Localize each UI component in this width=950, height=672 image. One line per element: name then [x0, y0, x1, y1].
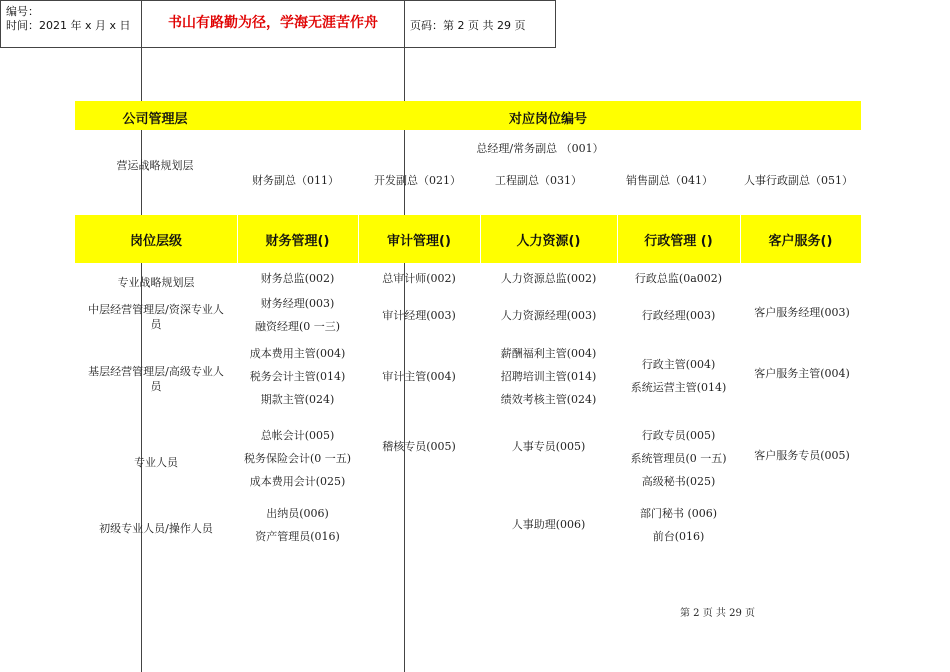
service-position: 客户服务经理(003) [754, 306, 850, 319]
audit-position: 稽核专员(005) [382, 440, 456, 453]
level-3: 基层经营管理层/高级专业人员 [88, 365, 224, 393]
finance-position: 期款主管(024) [260, 393, 335, 406]
vp-development: 开发副总（021） [374, 174, 461, 187]
hr-position: 薪酬福利主管(004) [500, 347, 597, 360]
document-header [0, 0, 556, 48]
admin-position: 行政专员(005) [641, 429, 716, 442]
finance-position: 总帐会计(005) [260, 429, 335, 442]
vp-hr-admin: 人事行政副总（051） [744, 174, 853, 187]
admin-position: 前台(016) [652, 530, 705, 543]
col-header-admin: 行政管理 () [644, 234, 713, 249]
col-header-service: 客户服务() [768, 234, 833, 249]
audit-position: 总审计师(002) [382, 272, 456, 285]
admin-position: 部门秘书 (006) [639, 507, 718, 520]
motto-text: 书山有路勤为径，学海无涯苦作舟 [168, 15, 378, 31]
admin-position: 行政经理(003) [641, 309, 716, 322]
finance-position: 财务总监(002) [260, 272, 335, 285]
audit-position: 审计经理(003) [382, 309, 456, 322]
admin-position: 高级秘书(025) [641, 475, 716, 488]
finance-position: 成本费用会计(025) [249, 475, 346, 488]
finance-position: 出纳员(006) [266, 507, 329, 520]
hr-position: 人事专员(005) [511, 440, 586, 453]
admin-position: 行政主管(004) [641, 358, 716, 371]
hr-position: 人事助理(006) [511, 518, 586, 531]
hr-position: 人力资源经理(003) [500, 309, 597, 322]
finance-position: 税务会计主管(014) [249, 370, 346, 383]
vp-sales: 销售副总（041） [626, 174, 713, 187]
level-2: 中层经营管理层/资深专业人员 [88, 303, 224, 331]
general-manager: 总经理/常务副总 （001） [476, 142, 604, 155]
finance-position: 融资经理(0 一三) [254, 320, 341, 333]
col-header-hr: 人力资源() [516, 234, 581, 249]
finance-position: 成本费用主管(004) [249, 347, 346, 360]
service-position: 客户服务主管(004) [754, 367, 850, 380]
hr-position: 人力资源总监(002) [500, 272, 597, 285]
service-position: 客户服务专员(005) [754, 449, 850, 462]
time-label: 时间：2021 年 x 月 x 日 [6, 19, 131, 32]
finance-position: 税务保险会计(0 一五) [243, 452, 352, 465]
admin-position: 系统管理员(0 一五) [630, 452, 727, 465]
level-5: 初级专业人员/操作人员 [99, 522, 213, 535]
audit-position: 审计主管(004) [382, 370, 456, 383]
col-header-level: 岗位层级 [129, 234, 182, 249]
row-label-strategy: 营运战略规划层 [116, 159, 194, 172]
col-header-finance: 财务管理() [265, 234, 330, 249]
admin-position: 行政总监(0a002) [634, 272, 723, 285]
admin-position: 系统运营主管(014) [630, 381, 727, 394]
page-footer: 第 2 页 共 29 页 [680, 608, 755, 619]
level-4: 专业人员 [134, 456, 178, 469]
col-header-management: 公司管理层 [122, 112, 188, 127]
vp-finance: 财务副总（011） [252, 174, 339, 187]
hr-position: 绩效考核主管(024) [500, 393, 597, 406]
hr-position: 招聘培训主管(014) [500, 370, 597, 383]
vp-engineering: 工程副总（031） [495, 174, 582, 187]
number-label: 编号： [6, 5, 39, 18]
page-label: 页码：第 2 页 共 29 页 [410, 19, 526, 32]
col-header-position-code: 对应岗位编号 [508, 112, 587, 127]
finance-position: 资产管理员(016) [255, 530, 340, 543]
col-header-audit: 审计管理() [387, 234, 451, 249]
finance-position: 财务经理(003) [260, 297, 335, 310]
level-1: 专业战略规划层 [117, 276, 195, 289]
